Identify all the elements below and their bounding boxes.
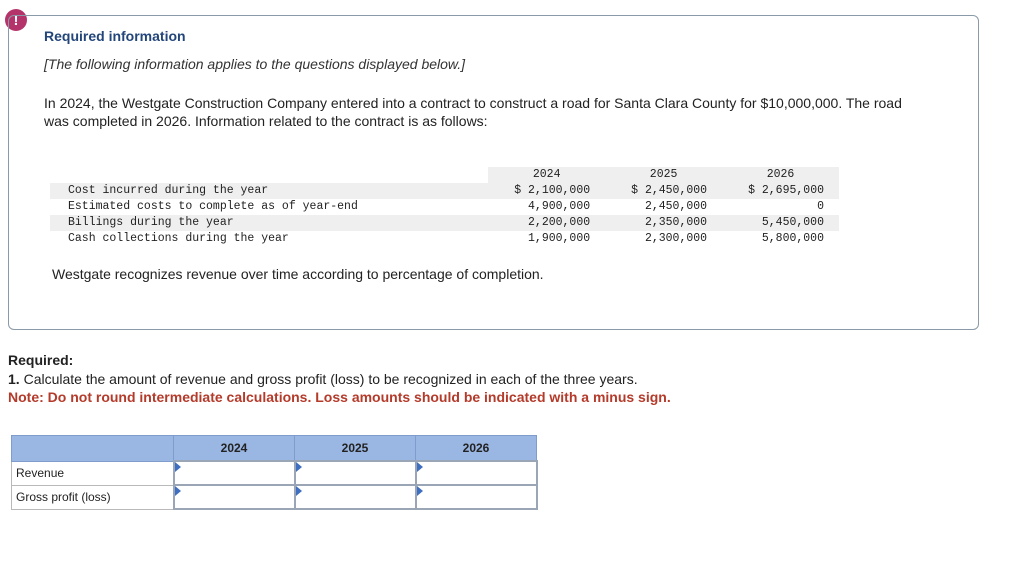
gross-profit-2026-cell[interactable] (416, 485, 537, 509)
revenue-2026-input[interactable] (417, 462, 536, 484)
table-row (50, 215, 839, 231)
row-value: 5,800,000 (761, 232, 824, 245)
info-subtitle: [The following information applies to the questions displayed below.] (44, 56, 466, 72)
question-text: Calculate the amount of revenue and gross profit (loss) to be recognized in each of the three years. (19, 371, 638, 387)
revenue-2025-input[interactable] (296, 462, 415, 484)
input-marker-icon (417, 462, 423, 472)
answer-column-header: 2025 (295, 436, 416, 462)
year-header: 2024 (488, 167, 605, 183)
row-value: 2,350,000 (605, 215, 722, 231)
revenue-2024-input[interactable] (175, 462, 294, 484)
row-value: 2,200,000 (488, 215, 605, 231)
gross-profit-2024-cell[interactable] (174, 485, 295, 509)
row-value: 5,450,000 (722, 215, 839, 231)
revenue-2025-cell[interactable] (295, 461, 416, 485)
info-note: Westgate recognizes revenue over time according to percentage of completion. (52, 266, 544, 282)
row-label: Billings during the year (50, 215, 488, 231)
row-label: Cash collections during the year (68, 232, 289, 245)
gross-profit-2025-input[interactable] (296, 486, 415, 508)
row-label: Estimated costs to complete as of year-end (68, 200, 358, 213)
input-marker-icon (175, 462, 181, 472)
revenue-2026-cell[interactable] (416, 461, 537, 485)
required-note: Note: Do not round intermediate calculations. Loss amounts should be indicated with a minus sign. (8, 389, 671, 405)
question-number: 1. (8, 371, 20, 387)
answer-row-revenue (12, 461, 537, 485)
answer-row-gross-profit (12, 485, 537, 509)
row-value: 1,900,000 (528, 232, 591, 245)
row-value: $ 2,695,000 (722, 183, 839, 199)
gross-profit-2024-input[interactable] (175, 486, 294, 508)
alert-icon: ! (5, 9, 27, 31)
row-value: $ 2,450,000 (605, 183, 722, 199)
year-header: 2025 (605, 167, 722, 183)
row-value: 0 (817, 200, 824, 213)
year-header: 2026 (722, 167, 839, 183)
row-label: Cost incurred during the year (50, 183, 488, 199)
answer-row-label: Revenue (12, 461, 174, 485)
answer-column-header: 2026 (416, 436, 537, 462)
row-value: 2,300,000 (644, 232, 708, 245)
table-corner (50, 167, 488, 183)
answer-corner (12, 436, 174, 462)
input-marker-icon (296, 462, 302, 472)
row-value: $ 2,100,000 (488, 183, 605, 199)
answer-row-label: Gross profit (loss) (12, 485, 174, 509)
gross-profit-2026-input[interactable] (417, 486, 536, 508)
row-value: 4,900,000 (528, 200, 591, 213)
input-marker-icon (417, 486, 423, 496)
revenue-2024-cell[interactable] (174, 461, 295, 485)
gross-profit-2025-cell[interactable] (295, 485, 416, 509)
info-title: Required information (44, 28, 186, 44)
input-marker-icon (175, 486, 181, 496)
input-marker-icon (296, 486, 302, 496)
required-question (8, 371, 638, 387)
info-intro: In 2024, the Westgate Construction Company entered into a contract to construct a road for Santa Clara County for $10,000,000. The road was completed in 2026. Information related to the contract is as follows: (44, 95, 902, 129)
answer-column-header: 2024 (174, 436, 295, 462)
required-heading: Required: (8, 352, 74, 368)
table-row (50, 199, 839, 215)
table-row (50, 183, 839, 199)
answer-table (11, 435, 538, 510)
table-row (50, 231, 839, 247)
row-value: 2,450,000 (644, 200, 708, 213)
contract-data-table (50, 167, 839, 247)
